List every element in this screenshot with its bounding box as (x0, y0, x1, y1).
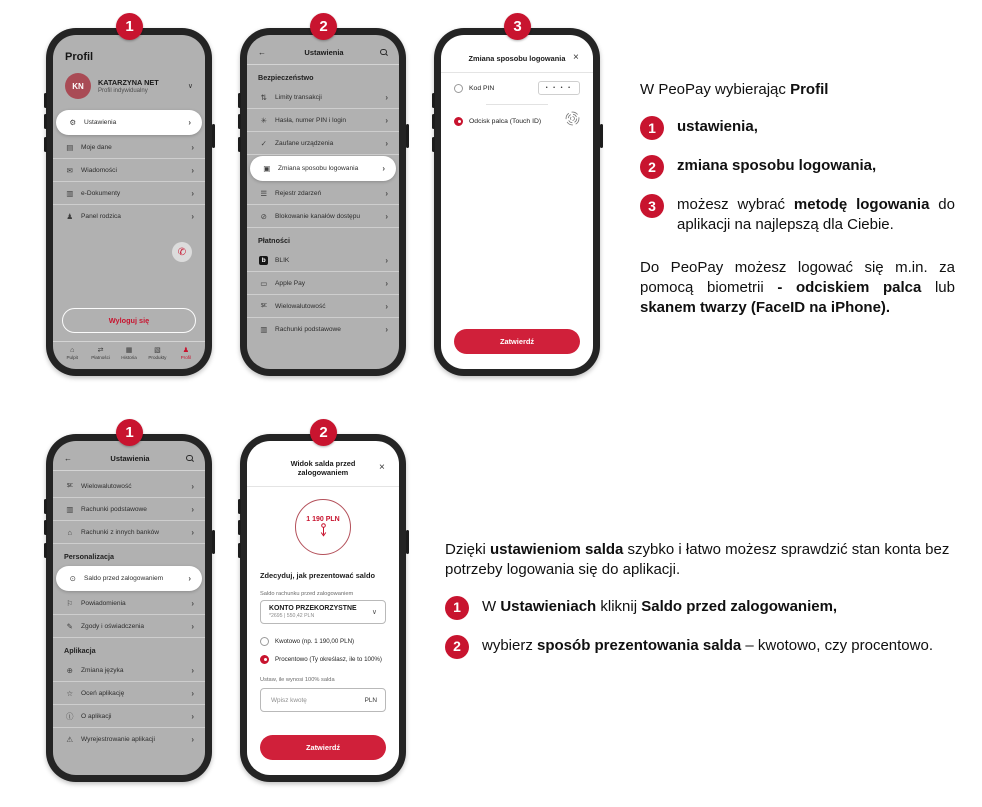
settings-item-blokowanie[interactable] (247, 205, 399, 228)
step-number-badge: 1 (445, 596, 469, 620)
chevron-right-icon: › (191, 481, 194, 491)
nav-historia[interactable] (115, 347, 143, 361)
chevron-right-icon: › (191, 188, 194, 198)
document-icon: ▥ (66, 504, 73, 514)
section-title: Zdecyduj, jak prezentować saldo (260, 571, 375, 580)
radio-checked[interactable] (260, 655, 269, 664)
chevron-right-icon: › (191, 504, 194, 514)
settings-item-label: Hasła, numer PIN i login (275, 116, 347, 124)
home-icon: ⌂ (70, 346, 75, 354)
settings-item-o-aplikacji[interactable] (53, 705, 205, 728)
option-label: Kod PIN (469, 84, 495, 92)
profile-type: Profil indywidualny (98, 88, 148, 94)
settings-item-zmiana-jezyka[interactable] (53, 659, 205, 682)
settings-item-powiadomienia[interactable] (53, 592, 205, 615)
user-name: KATARZYNA NET (98, 78, 159, 87)
list-icon: ☰ (260, 188, 267, 198)
phone-icon: ✆ (177, 246, 187, 258)
chevron-right-icon: › (191, 212, 194, 221)
chevron-right-icon: › (191, 711, 194, 721)
close-icon[interactable]: × (573, 52, 579, 63)
chevron-right-icon: › (188, 574, 191, 583)
amount-input[interactable] (269, 696, 365, 705)
fingerprint-icon (565, 111, 580, 131)
chevron-down-icon: ∨ (187, 83, 193, 90)
chevron-right-icon: › (191, 621, 194, 631)
guide-step-1: 1 ustawienia, (640, 116, 955, 140)
card-icon: ▭ (260, 278, 267, 288)
multicurrency-icon: $€ (66, 483, 73, 489)
option-label: Kwotowo (np. 1 190,00 PLN) (275, 637, 355, 645)
settings-item-rachunki-podstawowe[interactable] (53, 498, 205, 521)
step-badge-1: 1 (116, 13, 143, 40)
nav-platnosci[interactable] (86, 347, 114, 361)
globe-icon: ⊕ (66, 665, 73, 675)
chevron-right-icon: › (191, 527, 194, 537)
settings-item-blik[interactable] (247, 249, 399, 272)
settings-item-label: Rejestr zdarzeń (275, 189, 322, 197)
chevron-down-icon: ∨ (371, 609, 377, 616)
settings-item-label: Apple Pay (275, 279, 306, 287)
settings-item-label: Limity transakcji (275, 93, 322, 101)
settings-item-label: Powiadomienia (81, 599, 126, 607)
section-heading: Aplikacja (64, 646, 96, 655)
phone-mockup-settings-security (240, 28, 406, 376)
settings-item-saldo-przed-zalogowaniem[interactable] (56, 566, 202, 591)
currency-label: PLN (364, 696, 377, 704)
settings-item-wyrejestrowanie[interactable] (53, 728, 205, 751)
option-kod-pin[interactable] (441, 73, 593, 103)
confirm-button[interactable]: Zatwierdź (454, 329, 580, 354)
confirm-button[interactable]: Zatwierdź (260, 735, 386, 760)
menu-item-panel-rodzica[interactable] (53, 205, 205, 228)
bottom-guide (445, 540, 965, 674)
document-icon: ▥ (66, 188, 73, 198)
settings-item-label: Wielowalutowość (275, 302, 326, 310)
guide-intro: W PeoPay wybierając Profil (640, 81, 829, 98)
settings-item-limity[interactable] (247, 86, 399, 109)
screen-title: Ustawienia (304, 48, 344, 57)
bank-icon: ⌂ (67, 527, 72, 537)
settings-item-label: Zgody i oświadczenia (81, 622, 145, 630)
settings-item-label: Blokowanie kanałów dostępu (275, 212, 361, 220)
products-icon: ▧ (154, 346, 161, 354)
block-icon: ⊘ (260, 211, 267, 221)
settings-item-label: Oceń aplikację (81, 689, 125, 697)
field-label: Ustaw, ile wynosi 100% salda (260, 677, 335, 683)
guide-paragraph: Do PeoPay możesz logować się m.in. za pomocą biometrii - odciskiem palca lub skanem twarzy (FaceID na iPhone). (640, 259, 955, 316)
back-icon[interactable]: ← (258, 48, 266, 57)
settings-item-rejestr[interactable] (247, 182, 399, 205)
settings-item-zaufane[interactable] (247, 132, 399, 155)
nav-label: Produkty (148, 355, 167, 360)
pull-down-icon (319, 523, 328, 538)
chevron-right-icon: › (385, 92, 388, 102)
step-badge-2: 2 (310, 13, 337, 40)
radio-unchecked[interactable] (454, 84, 463, 93)
guide-step-3: 3 możesz wybrać metodę logowania do aplikacji na najlepszą dla Ciebie. (640, 194, 955, 235)
settings-item-label: Rachunki z innych banków (81, 528, 160, 536)
close-icon[interactable]: × (379, 462, 385, 473)
settings-item-label: Rachunki podstawowe (275, 326, 341, 333)
face-id-icon: ▣ (263, 164, 270, 173)
section-heading: Płatności (258, 236, 290, 245)
chevron-right-icon: › (191, 598, 194, 608)
id-card-icon: ▤ (66, 142, 73, 152)
step-number-badge: 2 (640, 155, 664, 179)
chevron-right-icon: › (191, 735, 194, 744)
chevron-right-icon: › (385, 255, 388, 265)
settings-item-apple-pay[interactable] (247, 272, 399, 295)
nav-label: Profil (180, 355, 192, 360)
info-icon: ⓘ (66, 711, 73, 721)
document-icon: ▥ (260, 325, 267, 334)
amount-field (260, 688, 386, 712)
settings-item-label: Rachunki podstawowe (81, 505, 147, 513)
option-procentowo[interactable] (247, 650, 399, 668)
chevron-right-icon: › (385, 278, 388, 288)
nav-label: Płatności (91, 355, 110, 360)
chevron-right-icon: › (385, 138, 388, 148)
modal-title: Widok salda przed zalogowaniem (290, 459, 356, 477)
guide-intro: Dzięki ustawieniom salda szybko i łatwo możesz sprawdzić stan konta bez potrzeby logowania się do aplikacji. (445, 541, 950, 578)
settings-item-rachunki-innych[interactable] (53, 521, 205, 544)
gear-icon: ⚙ (69, 118, 76, 127)
settings-item-ocen-aplikacje[interactable] (53, 682, 205, 705)
family-icon: ♟ (66, 212, 73, 221)
modal-title: Zmiana sposobu logowania (468, 53, 566, 63)
chevron-right-icon: › (188, 118, 191, 127)
eye-icon: ⊙ (69, 574, 76, 583)
call-button[interactable] (172, 242, 192, 262)
step-number-badge: 3 (640, 194, 664, 218)
multicurrency-icon: $€ (260, 303, 267, 309)
radio-unchecked[interactable] (260, 637, 269, 646)
phone-mockup-login-method (434, 28, 600, 376)
check-icon: ✓ (260, 138, 267, 148)
chevron-right-icon: › (191, 142, 194, 152)
section-heading: Personalizacja (64, 552, 114, 561)
step-badge-3: 3 (504, 13, 531, 40)
logout-button[interactable]: Wyloguj się (62, 308, 196, 333)
bottom-nav (53, 341, 205, 370)
phone-mockup-profile (46, 28, 212, 376)
section-heading: Bezpieczeństwo (258, 73, 314, 82)
step-badge-b2: 2 (310, 419, 337, 446)
settings-item-rachunki[interactable] (247, 318, 399, 341)
option-kwotowo[interactable] (247, 632, 399, 650)
balance-preview (295, 499, 351, 555)
envelope-icon: ✉ (66, 165, 73, 175)
menu-item-label: Ustawienia (84, 119, 117, 126)
blik-icon: b (258, 256, 269, 265)
menu-item-label: Moje dane (81, 143, 112, 151)
field-label: Saldo rachunku przed zalogowaniem (260, 591, 354, 597)
payments-icon: ⇄ (97, 346, 104, 354)
nav-label: Historia (121, 355, 137, 360)
settings-item-label: Wyrejestrowanie aplikacji (81, 736, 155, 743)
pen-icon: ✎ (66, 621, 73, 631)
chevron-right-icon: › (385, 325, 388, 334)
phone-mockup-balance-settings (240, 434, 406, 782)
nav-produkty[interactable] (143, 347, 171, 361)
history-icon: ▦ (125, 346, 133, 354)
settings-item-label: Zmiana sposobu logowania (278, 165, 359, 172)
settings-item-hasla[interactable] (247, 109, 399, 132)
search-icon[interactable] (186, 455, 194, 463)
settings-item-zgody[interactable] (53, 615, 205, 638)
guide-step-2: 2 wybierz sposób prezentowania salda – kwotowo, czy procentowo. (445, 635, 965, 659)
chevron-right-icon: › (191, 665, 194, 675)
menu-item-label: Wiadomości (81, 166, 117, 174)
step-number-badge: 2 (445, 635, 469, 659)
page-title: Profil (65, 51, 94, 63)
settings-item-wielowalutowosc[interactable] (247, 295, 399, 318)
chevron-right-icon: › (191, 165, 194, 175)
balance-amount: 1 190 PLN (306, 516, 340, 523)
phone-mockup-settings-personalization (46, 434, 212, 782)
settings-item-label: Zmiana języka (81, 666, 124, 674)
bell-icon: ⚐ (66, 598, 73, 608)
screen-title: Ustawienia (110, 454, 150, 463)
radio-checked[interactable] (454, 117, 463, 126)
settings-item-label: O aplikacji (81, 712, 112, 720)
settings-item-label: BLIK (275, 256, 290, 264)
warning-icon: ⚠ (66, 735, 73, 744)
top-guide (640, 80, 955, 318)
pin-dots: • • • • (538, 81, 580, 95)
nav-profil[interactable] (172, 347, 200, 361)
account-select[interactable] (260, 600, 386, 624)
settings-item-label: Saldo przed zalogowaniem (84, 575, 164, 582)
chevron-right-icon: › (382, 164, 385, 173)
menu-item-moje-dane[interactable] (53, 136, 205, 159)
settings-item-label: Zaufane urządzenia (275, 139, 334, 147)
chevron-right-icon: › (191, 688, 194, 698)
limits-icon: ⇅ (260, 92, 267, 102)
guide-step-2: 2 zmiana sposobu logowania, (640, 155, 955, 179)
settings-item-wielowalutowosc[interactable] (53, 475, 205, 498)
menu-item-edokumenty[interactable] (53, 182, 205, 205)
avatar: KN (65, 73, 91, 99)
chevron-right-icon: › (385, 301, 388, 311)
chevron-right-icon: › (385, 188, 388, 198)
menu-item-wiadomosci[interactable] (53, 159, 205, 182)
search-icon[interactable] (380, 49, 388, 57)
nav-pulpit[interactable] (58, 347, 86, 361)
account-detail: *2695 | 550,42 PLN (269, 613, 315, 619)
nav-label: Pulpit (66, 355, 78, 360)
option-label: Procentowo (Ty określasz, ile to 100%) (275, 655, 382, 663)
guide-step-1: 1 W Ustawieniach kliknij Saldo przed zalogowaniem, (445, 596, 965, 620)
menu-item-label: Panel rodzica (81, 213, 121, 220)
option-label: Odcisk palca (Touch ID) (469, 117, 542, 125)
person-icon: ♟ (182, 346, 189, 354)
settings-item-label: Wielowalutowość (81, 482, 132, 490)
star-icon: ☆ (66, 688, 73, 698)
menu-item-ustawienia[interactable] (56, 110, 202, 135)
account-name: KONTO PRZEKORZYSTNE (269, 605, 357, 612)
profile-switcher[interactable] (53, 73, 205, 109)
step-badge-b1: 1 (116, 419, 143, 446)
chevron-right-icon: › (385, 211, 388, 221)
option-odcisk-palca[interactable] (441, 106, 593, 136)
settings-item-zmiana-logowania[interactable] (250, 156, 396, 181)
chevron-right-icon: › (385, 115, 388, 125)
step-number-badge: 1 (640, 116, 664, 140)
back-icon[interactable]: ← (64, 454, 72, 463)
password-icon: ✳ (260, 115, 267, 125)
menu-item-label: e-Dokumenty (81, 189, 121, 197)
